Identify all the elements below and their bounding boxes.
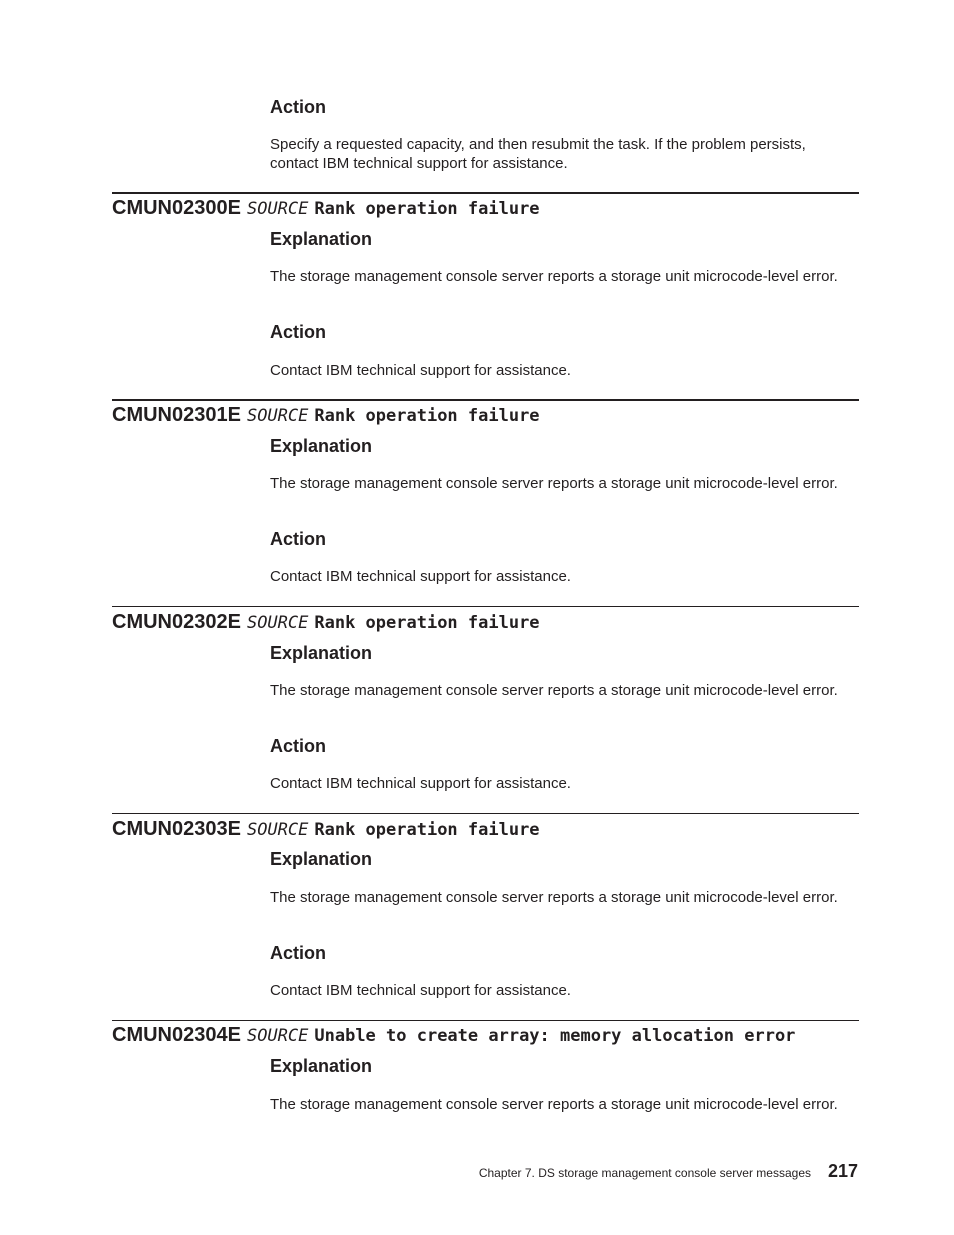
action-text: Contact IBM technical support for assistance. [270, 362, 571, 379]
action-heading: Action [270, 943, 326, 963]
explanation-heading: Explanation [270, 436, 373, 456]
message-text: Rank operation failure [314, 199, 540, 219]
explanation-heading: Explanation [270, 1056, 373, 1076]
message-divider [112, 813, 859, 814]
action-heading: Action [270, 529, 326, 549]
message-source: SOURCE [246, 199, 309, 219]
message-text: Unable to create array: memory allocation error [314, 1026, 796, 1046]
message-text: Rank operation failure [314, 406, 540, 426]
message-heading [112, 816, 540, 844]
message-id: CMUN02301E [112, 404, 241, 426]
action-heading: Action [270, 322, 326, 342]
explanation-heading: Explanation [270, 643, 373, 663]
message-text: Rank operation failure [314, 820, 540, 840]
message-heading [112, 402, 540, 430]
intro-action-text: Specify a requested capacity, and then resubmit the task. If the problem persists, contact IBM technical support for assistance. [270, 136, 806, 172]
action-text: Contact IBM technical support for assistance. [270, 775, 571, 792]
message-divider [112, 399, 859, 401]
message-source: SOURCE [246, 820, 309, 840]
explanation-text: The storage management console server reports a storage unit microcode-level error. [270, 268, 838, 285]
footer-chapter: Chapter 7. DS storage management console server messages [478, 1166, 811, 1180]
explanation-text: The storage management console server reports a storage unit microcode-level error. [270, 475, 838, 492]
explanation-text: The storage management console server reports a storage unit microcode-level error. [270, 1096, 838, 1113]
explanation-heading: Explanation [270, 849, 373, 869]
message-heading [112, 1022, 795, 1050]
explanation-text: The storage management console server reports a storage unit microcode-level error. [270, 682, 838, 699]
message-source: SOURCE [246, 1026, 309, 1046]
intro-action-heading: Action [270, 97, 326, 117]
action-text: Contact IBM technical support for assistance. [270, 568, 571, 585]
message-source: SOURCE [246, 406, 309, 426]
message-divider [112, 192, 859, 194]
message-divider [112, 606, 859, 607]
action-text: Contact IBM technical support for assistance. [270, 982, 571, 999]
message-id: CMUN02300E [112, 197, 241, 219]
message-id: CMUN02304E [112, 1024, 241, 1046]
message-text: Rank operation failure [314, 613, 540, 633]
message-id: CMUN02303E [112, 818, 241, 840]
page-number: 217 [827, 1161, 858, 1181]
action-heading: Action [270, 736, 326, 756]
explanation-text: The storage management console server reports a storage unit microcode-level error. [270, 889, 838, 906]
message-heading [112, 609, 540, 637]
explanation-heading: Explanation [270, 229, 373, 249]
message-id: CMUN02302E [112, 611, 241, 633]
message-divider [112, 1020, 859, 1021]
message-source: SOURCE [246, 613, 309, 633]
message-heading [112, 195, 540, 223]
